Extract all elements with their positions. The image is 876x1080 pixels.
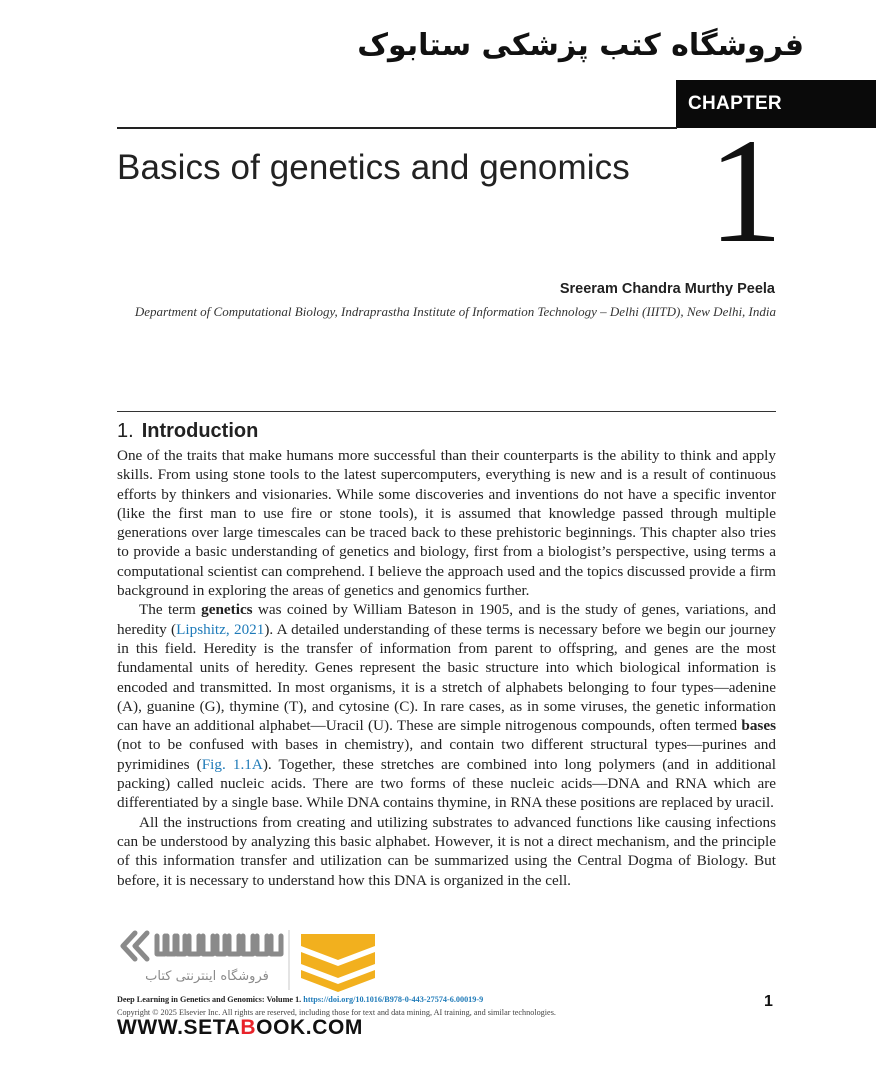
- section-title: Introduction: [141, 420, 259, 442]
- footer-citation: [117, 995, 483, 1004]
- url-accent-letter: B: [240, 1016, 257, 1039]
- logo-tagline: فروشگاه اینترنتی کتاب: [145, 969, 269, 984]
- figure-link[interactable]: Fig. 1.1A: [201, 755, 263, 773]
- author-name: Sreeram Chandra Murthy Peela: [559, 281, 775, 297]
- doi-link[interactable]: https://doi.org/10.1016/B978-0-443-27574-6.00019-9: [303, 995, 484, 1004]
- citation-link[interactable]: Lipshitz, 2021: [176, 620, 265, 638]
- store-url[interactable]: [117, 1016, 363, 1040]
- journal-name: Deep Learning in Genetics and Genomics: Volume 1.: [117, 995, 302, 1004]
- text-run: The term: [139, 601, 202, 619]
- paragraph-2: [117, 600, 776, 812]
- section-heading: [117, 420, 258, 443]
- page-number: 1: [764, 993, 773, 1010]
- text-run: (not to be confused with bases in chemistry), and contain two different structural types—purines and pyrimidines (: [117, 736, 776, 773]
- chapter-label: CHAPTER: [688, 93, 782, 114]
- paragraph-1: One of the traits that make humans more successful than their counterparts is the ability to think and apply skills. From using stone tools to the latest supercomputers, everything is new and is a result of continuous efforts by thinkers and visionaries. While some discoveries and inventions do not have a specific inventor (like the first man to use fire or stone tools), it is assumed that knowledge passed through multiple generations over large timescales can be traced back to these prehistoric beginnings. This chapter also tries to provide a basic understanding of genetics and biology, first from a biologist’s perspective, using terms a computational scientist can comprehend. I believe the approach used and the topics discussed provide a firm background in exploring the areas of genetics and genomics further.: [117, 447, 776, 600]
- section-divider: [117, 411, 776, 412]
- url-part: OOK.COM: [256, 1016, 364, 1039]
- author-affiliation: Department of Computational Biology, Indraprastha Institute of Information Technology – Delhi (IIITD), New Delhi, India: [134, 304, 776, 319]
- url-part: WWW.SETA: [117, 1016, 241, 1039]
- text-run: was coined by William Bateson in 1905, and is the study of genes, variations, and heredity (: [117, 601, 776, 638]
- store-banner-title: فروشگاه کتب پزشکی ستابوک: [357, 28, 804, 63]
- copyright-notice: Copyright © 2025 Elsevier Inc. All rights are reserved, including those for text and data mining, AI training, and similar technologies.: [117, 1008, 556, 1017]
- term-bases: bases: [741, 717, 776, 735]
- chapter-divider: [117, 127, 677, 129]
- text-run: ). Together, these stretches are combined into long polymers (and in additional packing) called nucleic acids. There are two forms of these nucleic acids—DNA and RNA which are differentiated by a single base. While DNA contains thymine, in RNA these positions are replaced by uracil.: [117, 755, 777, 812]
- text-run: ). A detailed understanding of these terms is necessary before we begin our journey in this field. Heredity is the transfer of information from parent to offspring, and genes are the most fundamental units of heredity. Genes represent the basic structure into which biological information is encoded and transmitted. In most organisms, it is a stretch of alphabets belonging to four types—adenine (A), guanine (G), thymine (T), and cytosine (C). In rare cases, as in some viruses, the genetic information can have an additional alphabet—Uracil (U). These are simple nitrogenous compounds, often termed: [117, 620, 777, 735]
- setabook-logo-icon: [117, 928, 379, 998]
- term-genetics: genetics: [201, 601, 253, 619]
- chapter-number: 1: [708, 108, 783, 274]
- chapter-title: Basics of genetics and genomics: [117, 148, 630, 187]
- paragraph-3: All the instructions from creating and utilizing substrates to advanced functions like causing infections can be understood by analyzing this basic alphabet. However, it is not a direct mechanism, and the principle of this information transfer and utilization can be summarized using the Central Dogma of Biology. But before, it is necessary to understand how this DNA is organized in the cell.: [117, 813, 776, 889]
- body-text: [117, 446, 776, 890]
- section-number: 1.: [117, 420, 134, 442]
